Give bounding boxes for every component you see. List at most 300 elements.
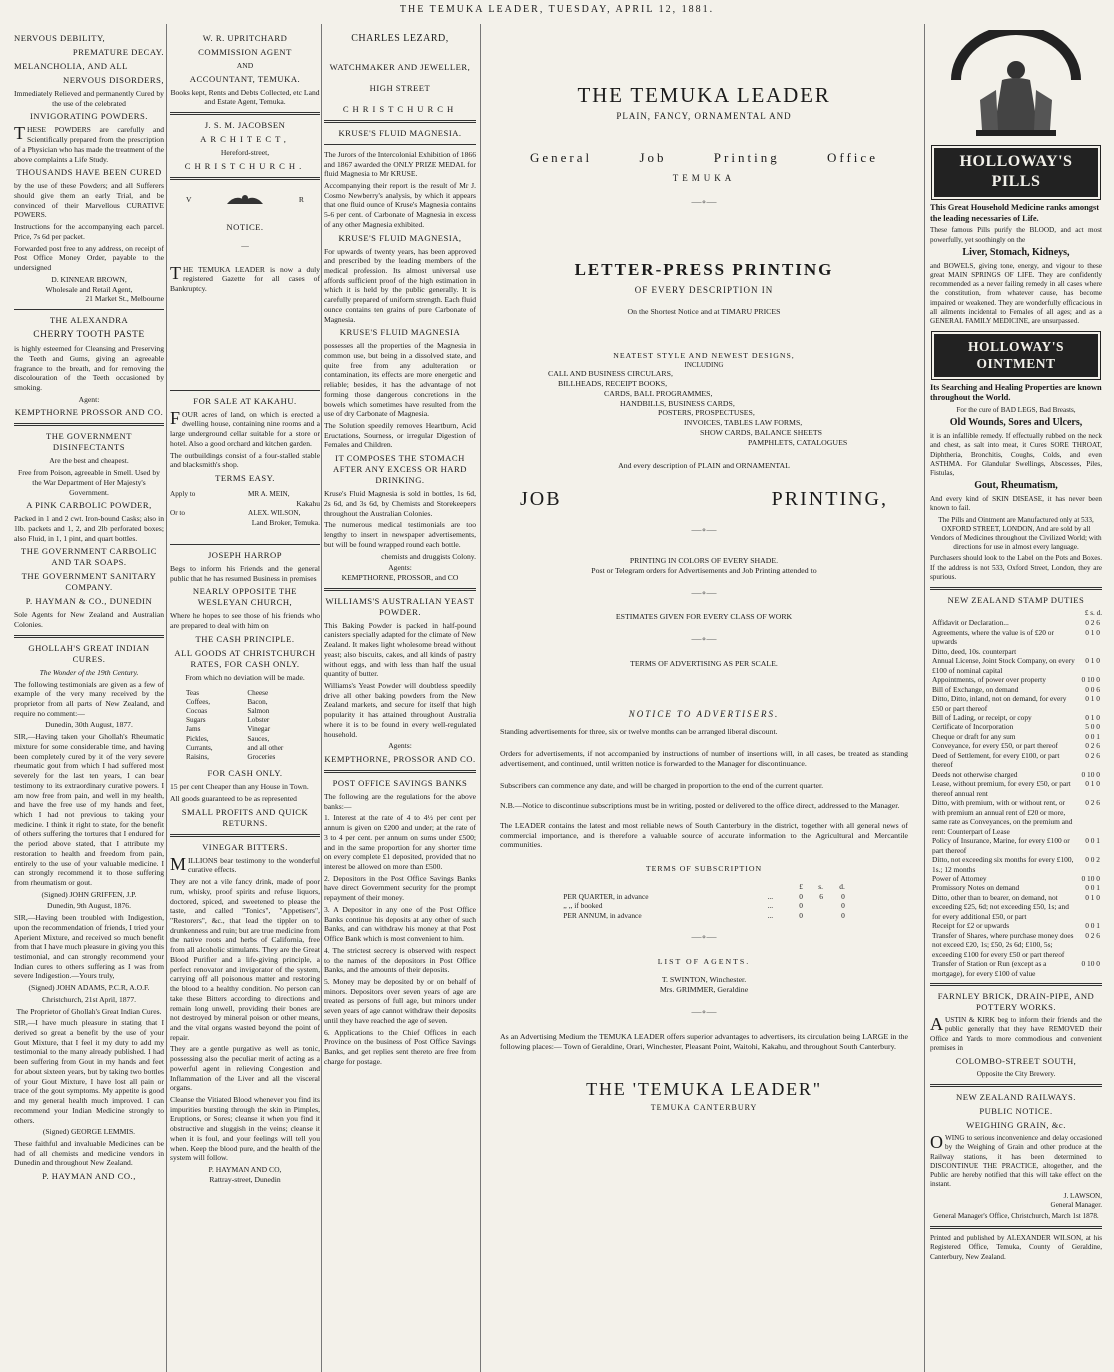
ad-heading: Its Searching and Healing Properties are known throughout the World. <box>930 382 1102 403</box>
ad-text: Christchurch, 21st April, 1877. <box>41 994 137 1004</box>
table-row <box>930 921 1102 930</box>
emblem-label: FRIEND <box>994 43 1038 55</box>
ad-heading: CHERRY TOOTH PASTE <box>33 329 145 340</box>
ad-text: AUSTIN & KIRK beg to inform their friends and the public generally that they have REMOVED their Office and Yards to more commodious and convenient premises in <box>930 1014 1102 1052</box>
table-header: £ <box>799 882 803 892</box>
yeast-powder-ad <box>324 596 476 765</box>
ad-text: AND <box>236 61 254 70</box>
notice-heading: NOTICE TO ADVERTISERS. <box>628 709 780 720</box>
ad-text: Kruse's Fluid Magnesia is sold in bottles, 1s 6d, 2s 6d, and 3s 6d, by Chemists and Storekeepers throughout the Australian Colonies. <box>324 489 476 518</box>
ad-text: These famous Pills purify the BLOOD, and act most powerfully, yet soothingly on the <box>930 226 1102 244</box>
stamp-rate: 0 1 0 <box>1085 713 1100 723</box>
ad-text: Begs to inform his Friends and the general public that he has resumed Business in premises <box>170 563 320 583</box>
ad-agent-label: Agents: <box>388 563 412 573</box>
stamp-rate: 0 2 6 <box>1085 930 1100 940</box>
ad-text: And every description of PLAIN and ORNAMENTAL <box>618 461 790 471</box>
stamp-rate: 0 10 0 <box>1081 675 1100 685</box>
ad-heading: CHRISTCHURCH <box>342 103 458 114</box>
ad-text: General Manager's Office, Christchurch, March 1st 1878. <box>933 1211 1099 1220</box>
ad-text: Forwarded post free to any address, on receipt of Post Office Money Order, payable to the undersigned <box>14 243 164 273</box>
stamp-rate: 0 1 0 <box>1085 892 1100 902</box>
ad-text: is highly esteemed for Cleansing and Preserving the Teeth and Gums, giving an agreeable fragrance to the breath, and for removing the discolouration of the Teeth occasioned by smoking. <box>14 344 164 392</box>
ad-text: SIR,—Having been troubled with Indigestion, upon the recommendation of friends, I tried your Aperient Mixture, and received so much benefit from that I have much pleasure in giving you this testimonial, and can strongly recommend your Indian cures to others suffering as I was from severe Indigestion.—Yours truly, <box>14 913 164 981</box>
holloway-pills-banner: HOLLOWAY'S PILLS <box>934 148 1098 197</box>
table-row <box>930 628 1102 647</box>
ad-heading: GHOLLAH'S GREAT INDIAN CURES. <box>28 642 150 664</box>
table-row <box>561 892 847 901</box>
ad-agent: KEMPTHORNE, PROSSOR, and CO <box>341 572 459 582</box>
agent-name: Mrs. GRIMMER, Geraldine <box>659 985 749 995</box>
table-row <box>561 901 847 910</box>
cherry-paste-ad <box>14 315 164 418</box>
table-cell: PER ANNUM, in advance <box>563 910 642 920</box>
seated-figure-icon <box>936 30 1096 140</box>
table-cell: ... <box>767 901 774 911</box>
ad-text: The outbuildings consist of a four-stalled stable and blacksmith's shop. <box>170 450 320 470</box>
column-5 <box>930 30 1102 1264</box>
ad-text: chemists and druggists Colony. <box>381 551 476 561</box>
leader-title: THE TEMUKA LEADER <box>577 83 831 107</box>
ad-agent: KEMPTHORNE, PROSSOR AND CO. <box>324 754 476 765</box>
table-cell: 0 <box>799 910 803 920</box>
table-row <box>930 751 1102 770</box>
ad-heading: VINEGAR BITTERS. <box>202 841 288 852</box>
ad-text: Kakahu <box>296 499 320 509</box>
general-job-office-line <box>530 150 878 167</box>
ad-heading: NOTICE. <box>226 221 264 232</box>
ad-heading: THE GOVERNMENT CARBOLIC AND TAR SOAPS. <box>21 546 157 568</box>
farnley-brick-ad <box>930 991 1102 1079</box>
job-printing-heading <box>520 487 888 513</box>
stamp-item: Ditto, not exceeding six months for every £100, 1s.; 12 months <box>932 855 1074 874</box>
ad-heading: THE ALEXANDRA <box>49 314 129 325</box>
table-row <box>930 931 1102 959</box>
holloway-ointment-banner: HOLLOWAY'S OINTMENT <box>934 334 1098 377</box>
table-row <box>930 675 1102 684</box>
stamp-item: Affidavit or Declaration... <box>932 618 1009 628</box>
railways-notice <box>930 1092 1102 1221</box>
ad-text: Williams's Yeast Powder will doubtless speedily drive all other baking powders from the New Zealand markets, and secure for itself that high popularity it has attained throughout Australia where it is to be found in every well-regulated household. <box>324 680 476 739</box>
agent-name: T. SWINTON, Winchester. <box>661 975 747 985</box>
ad-text: They are a gentle purgative as well as tonic, possessing also the peculiar merit of acting as a powerful agent in relieving Congestion and Inflammation of the Liver and all the visceral organs. <box>170 1044 320 1093</box>
table-row <box>930 893 1102 921</box>
ad-agent: KEMPTHORNE PROSSOR AND CO. <box>14 407 164 418</box>
ad-text: 3. A Depositor in any one of the Post Office Banks continue his deposits at any other of such Banks, and can withdraw his money at that Post Office Bank which is most convenient to him. <box>324 904 476 944</box>
subscription-heading: TERMS OF SUBSCRIPTION <box>645 864 763 874</box>
ad-text: N.B.—Notice to discontinue subscriptions must be in writing, posted or delivered to the office direct, addressed to the Manager. <box>500 800 900 810</box>
ad-text: 2. Depositors in the Post Office Savings Banks have direct Government security for the prompt repayment of their money. <box>324 873 476 903</box>
stamp-item: Conveyance, for every £50, or part thereof <box>932 741 1058 751</box>
list-item: PAMPHLETS, CATALOGUES <box>748 437 848 447</box>
ad-heading: THE CASH PRINCIPLE. <box>195 633 295 644</box>
letterpress-heading: LETTER-PRESS PRINTING <box>574 260 834 280</box>
stamp-item: Ditto, Ditto, inland, not on demand, for every £50 or part thereof <box>932 694 1067 713</box>
ad-heading: INVIGORATING POWDERS. <box>30 111 148 122</box>
table-row <box>930 874 1102 883</box>
ad-text: (Signed) JOHN ADAMS, P.C.R, A.O.F. <box>28 983 150 993</box>
jacobsen-ad <box>170 120 320 172</box>
ad-text: Opposite the City Brewery. <box>976 1070 1056 1079</box>
ad-heading: WILLIAMS'S AUSTRALIAN YEAST POWDER. <box>325 595 475 617</box>
ad-text: Cleanse the Vitiated Blood whenever you find its impurities bursting through the skin in Pimples, Eruptions, or Sores; cleanse it when you find it obstructive and sluggish in the veins; cleanse it when it is foul, and your feelings will tell you when. Keep the blood pure, and the health of the system will follow. <box>170 1094 320 1163</box>
table-row <box>930 855 1102 874</box>
table-cell: 0 <box>841 901 845 911</box>
kakahu-sale-ad <box>170 396 320 528</box>
footer-subtitle: TEMUKA CANTERBURY <box>650 1102 758 1112</box>
table-header: £ s. d. <box>1084 609 1102 618</box>
ad-text: and BOWELS, giving tone, energy, and vigour to these great MAIN SPRINGS OF LIFE. They are confidently recommended as a never failing remedy in all cases where the constitution, from whatever cause, has become impaired or weakened. They are wonderfully efficacious in all ailments incidental to Females of all ages; and as a GENERAL FAMILY MEDICINE, are unsurpassed. <box>930 261 1102 325</box>
masthead: THE TEMUKA LEADER, TUESDAY, APRIL 12, 1881. <box>399 4 715 15</box>
ad-text: All goods guaranteed to be as represented <box>170 794 297 803</box>
ad-text: MILLIONS bear testimony to the wonderful curative effects. <box>170 853 320 875</box>
ad-text: The Wonder of the 19th Century. <box>39 667 139 677</box>
ad-text: SIR,—Having taken your Ghollah's Rheumatic mixture for some considerable time, and having been completely cured by it of the very severe rheumatic gout from which I had suffered most severely for the last ten years, I can bear testimony to its extraordinary curative powers. I am now free from pain, and well in my health, and have the free use of my hands and feet, which I had not previous to taking your medicine. I think it right to state, for the benefit of others suffering the tortures that I endured for the period above stated, that I attribute my restoration to health and freedom from pain, entirely to the use of your valuable medicine. I can strongly recommend it to those suffering from rheumatism or gout. <box>14 732 164 887</box>
list-item: CALL AND BUSINESS CIRCULARS, <box>548 369 673 379</box>
stamp-item: Ditto, with premium, with or without rent, or with premium an annual rent of £20 or more, same rate as Conveyances, on the premium and rent: Counterpart of Lease <box>932 798 1073 836</box>
list-item: POSTERS, PROSPECTUSES, <box>658 408 755 418</box>
ad-text: Dunedin, 30th August, 1877. <box>45 720 133 730</box>
ad-text: Subscribers can commence any date, and will be charged in proportion to the end of the current quarter. <box>500 780 824 790</box>
ad-heading: P. HAYMAN AND CO., <box>42 1171 136 1182</box>
ad-heading: FOR CASH ONLY. <box>207 768 283 779</box>
ad-text: From which no deviation will be made. <box>185 672 305 682</box>
ad-heading: KRUSE'S FLUID MAGNESIA <box>339 327 461 338</box>
ad-text: The Pills and Ointment are Manufactured only at 533, OXFORD STREET, LONDON, And are sold by all Vendors of Medicines throughout the Civilized World; with directions for use in almost every language. <box>930 515 1102 552</box>
ad-address: 21 Market St., Melbourne <box>85 294 164 304</box>
heading-word: General <box>530 150 593 166</box>
stamp-rate: 0 0 1 <box>1085 921 1100 931</box>
table-cell <box>805 901 825 910</box>
ad-text: Packed in 1 and 2 cwt. Iron-bound Casks; also in 1lb. packets and 1, 2, and 2lb perforated boxes; also Fluid, in 1, 1 pint, and quart bottles. <box>14 514 164 543</box>
list-item: CARDS, BALL PROGRAMMES, <box>604 388 713 398</box>
footer-title: THE 'TEMUKA LEADER" <box>586 1078 822 1099</box>
ad-text: The following are the regulations for the above banks:— <box>324 792 476 811</box>
ad-heading: THOUSANDS HAVE BEEN CURED <box>16 167 162 178</box>
ad-heading: THE GOVERNMENT SANITARY COMPANY. <box>21 571 157 593</box>
ad-agent-label: Agent: <box>78 394 100 404</box>
stamp-duties <box>930 595 1102 978</box>
ad-heading: MELANCHOLIA, AND ALL <box>14 61 128 71</box>
table-header: d. <box>839 882 845 892</box>
table-cell: 0 <box>841 891 845 901</box>
ad-text: Rattray-street, Dunedin <box>209 1174 281 1184</box>
ad-heading: A PINK CARBOLIC POWDER, <box>26 500 152 511</box>
list-item: BILLHEADS, RECEIPT BOOKS, <box>558 379 668 389</box>
stamp-rate: 5 0 0 <box>1085 722 1100 732</box>
table-row <box>930 694 1102 713</box>
table-row <box>930 713 1102 722</box>
upritchard-ad <box>170 33 320 107</box>
ad-text: Post or Telegram orders for Advertisements and Job Printing attended to <box>591 565 817 575</box>
holloway-emblem <box>936 30 1096 140</box>
table-row <box>930 779 1102 798</box>
column-2 <box>170 30 320 1184</box>
heading-word: Office <box>827 150 878 166</box>
ad-text: The LEADER contains the latest and most reliable news of South Canterbury in the district, together with all general news of commercial importance, and is therefore a valuable source of accurate information to the Agricultural and Mercantile communities. <box>500 820 908 850</box>
ad-heading: PREMATURE DECAY. <box>72 47 164 57</box>
ad-heading: This Great Household Medicine ranks amongst the leading necessaries of Life. <box>930 202 1099 223</box>
stamp-duties-table <box>930 618 1102 978</box>
ad-text: As an Advertising Medium the TEMUKA LEADER offers superior advantages to advertisers, its circulation being LARGE in the following places:— Town of Geraldine, Orari, Winchester, Pleasant Point, Waitohi, Kakahu, and throughout South Canterbury. <box>500 1031 908 1051</box>
ad-heading: HIGH STREET <box>369 82 431 93</box>
ad-name: D. KINNEAR BROWN, <box>51 274 127 284</box>
stamp-rate: 0 0 1 <box>1085 731 1100 741</box>
table-row <box>930 741 1102 750</box>
column-3 <box>324 30 476 1068</box>
ad-heading: WATCHMAKER AND JEWELLER, <box>329 61 471 72</box>
ad-heading: SMALL PROFITS AND QUICK RETURNS. <box>181 806 309 828</box>
ad-text: They are not a vile fancy drink, made of poor rum, whisky, proof spirits and refuse liquors, doctored, spiced, and sweetened to please the taste, and called "Tonics", "Appetisers", "Restorers", &c., that lead the tippler on to drunkenness and ruin; but are true medicine from the native roots and herbs of California, free from all alcoholic stimulants. They are the Great Blood Purifier and a life-giving principle, a perfect renovator and invigorator of the system, carrying off all poisonous matter and restoring the blood to a healthy condition. No person can take these Bitters according to directions and remain long unwell, providing their bones are not destroyed by mineral poison or other means, and the vital organs wasted beyond the point of repair. <box>170 877 320 1042</box>
table-cell: ... <box>767 910 774 920</box>
stamp-rate: 0 1 0 <box>1085 779 1100 789</box>
ad-heading: PUBLIC NOTICE. <box>979 1106 1053 1117</box>
goods-list: Teas Coffees, Cocoas Sugars Jams Pickles, Currants, Raisins, <box>186 688 213 762</box>
ad-text: Accompanying their report is the result of Mr J. Cosmo Newberry's analysis, by which it appears that one fluid ounce of Kruse's Magnesia contains 5-6 per cent. of Carbonate of Magnesia in excess of any other Magnesia exhibited. <box>324 180 476 229</box>
ad-text: Free from Poison, agreeable in Smell. Used by the War Department of Her Majesty's Government. <box>18 468 160 497</box>
heading-word: JOB <box>520 488 562 511</box>
stamp-item: Power of Attorney <box>932 873 987 883</box>
ad-text: FOUR acres of land, on which is erected a dwelling house, containing nine rooms and a large underground cellar suitable for a store or hotel. Also a good orchard and kitchen garden. <box>170 407 320 448</box>
column-1 <box>14 30 164 1185</box>
stamp-rate: 0 1 0 <box>1085 627 1100 637</box>
ad-heading: J. S. M. JACOBSEN <box>204 120 286 131</box>
heading-word: TEMUKA <box>672 173 736 184</box>
ad-heading: NERVOUS DISORDERS, <box>63 75 164 85</box>
ad-text: Or to <box>170 509 185 517</box>
ad-heading: IT COMPOSES THE STOMACH AFTER ANY EXCESS OR HARD DRINKING. <box>333 453 467 486</box>
ad-text: ESTIMATES GIVEN FOR EVERY CLASS OF WORK <box>615 612 793 622</box>
ad-text: For the cure of BAD LEGS, Bad Breasts, <box>956 406 1076 415</box>
ad-text: For upwards of twenty years, has been approved and prescribed by the leading members of the medical profession. Its almost universal use affords sufficient proof of the high estimation in which it is held by the public generally. It is carefully prepared of uniform strength. Each fluid ounce contains ten grains of pure Carbonate of Magnesia. <box>324 246 476 324</box>
stamp-rate: 0 0 1 <box>1085 883 1100 893</box>
ad-heading: COLOMBO-STREET SOUTH, <box>955 1056 1077 1067</box>
ad-text: OWING to serious inconvenience and delay occasioned by the Weighing of Grain and other produce at the Railway stations, it has been determined to DISCONTINUE THE PRACTICE, altogether, and the Public are hereby notified that this will take effect on the instant. <box>930 1132 1102 1189</box>
ad-text: it is an infallible remedy. If effectually rubbed on the neck and chest, as salt into meat, it Cures SORE THROAT, Diphtheria, Bronchitis, Coughs, Colds, and even ASTHMA. For Glandular Swellings, Abscesses, Piles, Fistulas, <box>930 432 1102 478</box>
ad-heading: WEIGHING GRAIN, &c. <box>966 1120 1066 1131</box>
table-row <box>930 959 1102 978</box>
ad-text: ALEX. WILSON, <box>248 509 301 517</box>
ad-text: THESE POWDERS are carefully and Scientifically prepared from the prescription of a Physician who has made the treatment of the above complaints a Life Study. <box>14 123 164 164</box>
list-item: INVOICES, TABLES LAW FORMS, <box>684 418 803 428</box>
ad-heading: FOR SALE AT KAKAHU. <box>193 395 297 406</box>
ad-text: SIR,—I have much pleasure in stating that I derived so great a benefit by the use of your Gout Mixture, that I feel it my duty to add my testimonial to the many already published. I had been suffering from Gout in my hands and feet for about sixteen years, but by taking two bottles of your Gout Mixture, I have lost all pain or trace of the gout symptoms. My appetite is good and my general health much improved. I can recommend your Indian Medicine strongly to others. <box>14 1018 164 1125</box>
ad-heading: NEW ZEALAND RAILWAYS. <box>956 1092 1076 1103</box>
ad-text: The Solution speedily removes Heartburn, Acid Eructations, Sourness, or irregular Digestion of Females and Children. <box>324 421 476 450</box>
list-item: HANDBILLS, BUSINESS CARDS, <box>620 398 735 408</box>
ad-text: The Jurors of the Intercolonial Exhibition of 1866 and 1867 awarded the ONLY PRIZE MEDAL for fluid Magnesia to Mr KRUSE. <box>324 149 476 179</box>
ad-text: TERMS OF ADVERTISING AS PER SCALE. <box>630 659 778 669</box>
harrop-ad <box>170 550 320 829</box>
goods-list: Cheese Bacon, Salmon Lobster Vinegar Sauces, and all other Groceries <box>247 688 284 762</box>
table-row <box>930 685 1102 694</box>
ad-text: 4. The strictest secrecy is observed with respect to the names of the depositors in Post Office Banks, and the amounts of their deposits. <box>324 945 476 975</box>
stamp-item: Promissory Notes on demand <box>932 883 1020 893</box>
notice-ad: V R NOTICE. — THE TEMUKA LEADER is now a duly registered Gazette for all cases of Bankruptcy. <box>170 192 320 294</box>
ad-text: On the Shortest Notice and at TIMARU PRICES <box>627 306 781 316</box>
ad-text: Are the best and cheapest. <box>49 456 129 466</box>
kinnear-ad <box>14 33 164 304</box>
stamp-item: Bill of Lading, or receipt, or copy <box>932 713 1032 723</box>
ad-text: MR A. MEIN, <box>248 490 290 499</box>
ad-text: 1. Interest at the rate of 4 to 4½ per cent per annum is given on £200 and under; at the rate of 3 to 4 per cent. per annum on sums under £500; and in the same proportion for any shorter time on every complete £1 deposited, provided that no interest be allowed on more than £500. <box>324 813 476 872</box>
stamp-rate: 0 2 6 <box>1085 798 1100 808</box>
ad-heading: COMMISSION AGENT <box>198 47 292 57</box>
table-cell: 6 <box>819 891 823 901</box>
ad-text: The Proprietor of Ghollah's Great Indian Cures. <box>16 1006 162 1016</box>
table-row <box>930 798 1102 836</box>
stamp-rate: 0 1 0 <box>1085 694 1100 704</box>
ghollah-ad <box>14 643 164 1182</box>
ad-text: 6. Applications to the Chief Offices in each Province on the business of Post Office Savings Banks, and get replies sent thereto are free from charge for postage. <box>324 1027 476 1066</box>
ad-heading: ARCHITECT, <box>200 134 290 145</box>
ad-heading: Gout, Rheumatism, <box>974 480 1058 492</box>
table-row <box>930 836 1102 855</box>
ad-text: Hereford-street, <box>220 148 270 158</box>
ad-heading: NERVOUS DEBILITY, <box>14 33 106 43</box>
ad-heading: TERMS EASY. <box>215 473 275 484</box>
table-row <box>930 770 1102 779</box>
stamp-item: Deeds not otherwise charged <box>932 769 1018 779</box>
ad-text: And every kind of SKIN DISEASE, it has never been known to fail. <box>930 495 1102 513</box>
stamp-item: Receipt for £2 or upwards <box>932 921 1010 931</box>
ad-heading: THE GOVERNMENT DISINFECTANTS <box>45 431 132 453</box>
vinegar-bitters-ad <box>170 842 320 1185</box>
ad-text: Orders for advertisements, if not accompanied by instructions of number of insertions will, in all cases, be treated as standing advertisement, and continued, until written notice is forwarded to the Manager for discontinuance. <box>500 748 908 768</box>
column-rule <box>166 24 167 1372</box>
ad-text: possesses all the properties of the Magnesia in common use, but being in a dissolved state, and quite free from any adulteration or contamination, its effects are more energetic and reliable; besides, it has the advantage of not forming those dangerous concretions in the bowels which sometimes have resulted from the use of dry Carbonate of Magnesia. <box>324 341 476 419</box>
ad-heading: W. R. UPRITCHARD <box>202 33 288 43</box>
list-item: SHOW CARDS, BALANCE SHEETS <box>700 427 823 437</box>
table-row <box>930 647 1102 656</box>
ad-text: OF EVERY DESCRIPTION IN <box>634 285 774 296</box>
stamp-rate: 0 2 6 <box>1085 750 1100 760</box>
stamp-item: Transfer of Shares, where purchase money does not exceed £20, 1s; £50, 2s 6d; £100, 5s; exceeding £100 for every £50 or part thereof <box>932 930 1074 959</box>
ad-text: Instructions for the accompanying each parcel. Price, 7s 6d per packet. <box>14 222 164 241</box>
stamp-item: Ditto, other than to bearer, on demand, not exceeding £25, 6d; not exceeding £50, 1s; and for every additional £50, or part <box>932 892 1069 921</box>
ad-heading: NEW ZEALAND STAMP DUTIES <box>947 595 1085 606</box>
table-row <box>930 618 1102 627</box>
table-header: s. <box>818 882 823 892</box>
stamp-rate: 0 10 0 <box>1081 873 1100 883</box>
ad-text: INCLUDING <box>684 360 724 369</box>
table-cell: ... <box>767 891 774 901</box>
royal-crest-icon <box>225 192 265 208</box>
ad-text: (Signed) GEORGE LEMMIS. <box>42 1127 136 1137</box>
ad-text: R <box>298 195 304 205</box>
stamp-item: Certificate of Incorporation <box>932 722 1014 732</box>
savings-bank-notice <box>324 778 476 1066</box>
ad-heading: CHARLES LEZARD, <box>351 33 449 44</box>
stamp-rate: 0 10 0 <box>1081 959 1100 969</box>
ad-text: Where he hopes to see those of his friends who are prepared to deal with him on <box>170 611 320 631</box>
stamp-item: Deed of Settlement, for every £100, or part thereof <box>932 750 1060 770</box>
ad-text: 15 per cent Cheaper than any House in Town. <box>170 782 309 792</box>
stamp-item: Appointments, of power over property <box>932 675 1046 685</box>
ad-address: Wholesale and Retail Agent, <box>45 284 133 294</box>
ad-heading: P. HAYMAN & CO., DUNEDIN <box>25 596 153 607</box>
ad-text: General Manager. <box>1050 1200 1102 1209</box>
table-cell: ,, ,, if booked <box>563 901 603 911</box>
ad-text: P. HAYMAN AND CO, <box>208 1165 282 1174</box>
ad-text: THE TEMUKA LEADER is now a duly registered Gazette for all cases of Bankruptcy. <box>170 262 320 294</box>
ad-heading: POST OFFICE SAVINGS BANKS <box>332 778 468 789</box>
stamp-rate: 0 0 6 <box>1085 684 1100 694</box>
ad-text: These faithful and invaluable Medicines can be had of all chemists and medicine vendors in Dunedin and throughout New Zealand. <box>14 1138 164 1168</box>
stamp-item: Bill of Exchange, on demand <box>932 684 1019 694</box>
stamp-item: Transfer of Station or Run (except as a mortgage), for every £100 of value <box>932 959 1047 978</box>
table-cell: 0 <box>799 901 803 911</box>
ad-heading: CHRISTCHURCH. <box>184 160 306 171</box>
ad-text: by the use of these Powders; and all Sufferers should give them an early Trial, and be convinced of their Marvellous CURATIVE POWERS. <box>14 181 164 220</box>
stamp-rate: 0 2 6 <box>1085 741 1100 751</box>
ad-heading: FARNLEY BRICK, DRAIN-PIPE, AND POTTERY WORKS. <box>937 991 1095 1013</box>
ad-text: Immediately Relieved and permanently Cured by the use of the celebrated <box>14 89 164 108</box>
ad-text: The following testimonials are given as a few of example of the very many received by the proprietor from all parts of New Zealand, and require no comment:— <box>14 679 164 718</box>
ad-heading: Liver, Stomach, Kidneys, <box>962 246 1070 258</box>
leader-subtitle: PLAIN, FANCY, ORNAMENTAL AND <box>616 110 792 121</box>
disinfectants-ad <box>14 431 164 629</box>
ad-heading: NEARLY OPPOSITE THE WESLEYAN CHURCH, <box>192 586 298 608</box>
ad-text: NEATEST STYLE AND NEWEST DESIGNS, <box>613 350 795 360</box>
ad-text: V <box>186 195 192 205</box>
ad-text: Dunedin, 9th August, 1876. <box>47 901 131 911</box>
imprint: Printed and published by ALEXANDER WILSON, at his Registered Office, Temuka, County of Geraldine, Canterbury, New Zealand. <box>930 1234 1102 1261</box>
ad-text: The numerous medical testimonials are too lengthy to insert in newspaper advertisements, but will be found wrapped round each bottle. <box>324 520 476 549</box>
table-row <box>561 911 847 920</box>
lezard-ad <box>324 33 476 115</box>
kruse-magnesia-ad <box>324 128 476 583</box>
table-row <box>930 722 1102 731</box>
ad-agent-label: Agents: <box>388 741 412 751</box>
column-rule <box>480 24 481 1372</box>
column-4-printing-ad: THE TEMUKA LEADER PLAIN, FANCY, ORNAMENTAL AND General Job Printing Office TEMUKA —∘— LETTER-PRESS PRINTING OF EVERY DESCRIPTION IN On the Shortest Notice and at TIMARU PRICES NEATEST STYLE AND NEWEST DESIGNS, INCLUDING CALL AND BUSINESS CIRCULARS, BILLHEADS, RECEIPT BOOKS, CARDS, BALL PROGRAMMES, HANDBILLS, BUSINESS CARDS, POSTERS, PROSPECTUSES, INVOICES, TABLES LAW FORMS, SHOW CARDS, BALANCE SHEETS PAMPHLETS, CATALOGUES And every description of PLAIN and ORNAMENTAL JOB PRINTING, —∘— PRINTING IN COLORS OF EVERY SHADE. Post or Telegram orders for Advertisements and Job Printing attended to —∘— ESTIMATES GIVEN FOR EVERY CLASS OF WORK —∘— TERMS OF ADVERTISING AS PER SCALE. NOTICE TO ADVERTISERS. Standing advertisements for three, six or twelve months can be arranged liberal discount. Orders for advertisements, if not accompanied by instructions of number of insertions will, in all cases, be treated as standing advertisement, and continued, until written notice is forwarded to the Manager for discontinuance. Subscribers can commence any date, and will be charged in proportion to the end of the current quarter. N.B.—Notice to discontinue subscriptions must be in writing, posted or delivered to the office direct, addressed to the Manager. The LEADER contains the latest and most reliable news of South Canterbury in the district, together with all general news of commercial importance, and is therefore a valuable source of accurate information to the Agricultural and Mercantile communities. TERMS OF SUBSCRIPTION £ s. d. PER QUARTER, in advance ... 0 6 0 ,, ,, if booked ... 0 0 PER ANNUM, in advance ... 0 0 —∘— LIST OF AGENTS. T. SWINTON, Winchester. Mrs. GRIMMER, Geraldine —∘— As an Advertising Medium the TEMUKA LEADER offers superior advantages to advertisers, its circulation being LARGE in the following places:— Town of Geraldine, Orari, Winchester, Pleasant Point, Waitohi, Kakahu, and throughout South Canterbury. THE 'TEMUKA LEADER" TEMUKA CANTERBURY <box>500 83 908 1112</box>
ad-text: PRINTING IN COLORS OF EVERY SHADE. <box>629 555 779 565</box>
table-cell <box>805 911 825 920</box>
ad-text: Purchasers should look to the Label on the Pots and Boxes. If the address is not 533, Oxford Street, London, they are spurious. <box>930 554 1102 581</box>
table-row <box>930 732 1102 741</box>
ad-text: Books kept, Rents and Debts Collected, etc Land and Estate Agent, Temuka. <box>170 87 320 107</box>
heading-word: Printing <box>713 150 780 166</box>
agents-heading: LIST OF AGENTS. <box>657 957 751 967</box>
printing-list <box>500 369 908 447</box>
stamp-item: Cheque or draft for any sum <box>932 731 1016 741</box>
ad-text: Apply to <box>170 490 196 499</box>
stamp-rate: 0 0 2 <box>1085 855 1100 865</box>
stamp-rate: 0 1 0 <box>1085 656 1100 666</box>
ad-heading: Old Wounds, Sores and Ulcers, <box>949 417 1083 429</box>
stamp-item: Policy of Insurance, Marine, for every £100 or part thereof <box>932 836 1070 855</box>
ad-heading: KRUSE'S FLUID MAGNESIA. <box>338 127 462 138</box>
stamp-item: Ditto, deed, 10s. counterpart <box>932 646 1017 656</box>
column-rule <box>321 24 322 1372</box>
holloway-pills-ad <box>930 30 1102 582</box>
ad-heading: ACCOUNTANT, TEMUKA. <box>189 73 301 84</box>
stamp-item: Lease, without premium, for every £50, or part thereof annual rent <box>932 779 1071 798</box>
table-cell: PER QUARTER, in advance <box>563 891 649 901</box>
table-cell: 0 <box>841 910 845 920</box>
ad-text: Standing advertisements for three, six or twelve months can be arranged liberal discount. <box>500 726 778 736</box>
stamp-rate <box>1080 647 1102 656</box>
stamp-item: Agreements, where the value is of £20 or upwards <box>932 627 1054 647</box>
heading-word: PRINTING, <box>771 488 888 511</box>
ad-text: (Signed) JOHN GRIFFEN, J.P. <box>41 889 137 899</box>
stamp-rate: 0 2 6 <box>1085 618 1100 628</box>
stamp-rate: 0 0 1 <box>1085 836 1100 846</box>
ad-text: 5. Money may be deposited by or on behalf of minors. Depositors over seven years of age are treated as persons of full age, but minors under seven years of age cannot withdraw their deposits until they have reached the age of seven. <box>324 976 476 1025</box>
stamp-rate: 0 10 0 <box>1081 769 1100 779</box>
ad-heading: ALL GOODS AT CHRISTCHURCH RATES, FOR CASH ONLY. <box>174 647 316 669</box>
ad-text: This Baking Powder is packed in half-pound canisters specially adapted for the climate of New Zealand. It makes light wholesome bread without yeast; also biscuits, cakes, and all kinds of pastry without eggs, and with less than half the usual quantity of butter. <box>324 620 476 679</box>
